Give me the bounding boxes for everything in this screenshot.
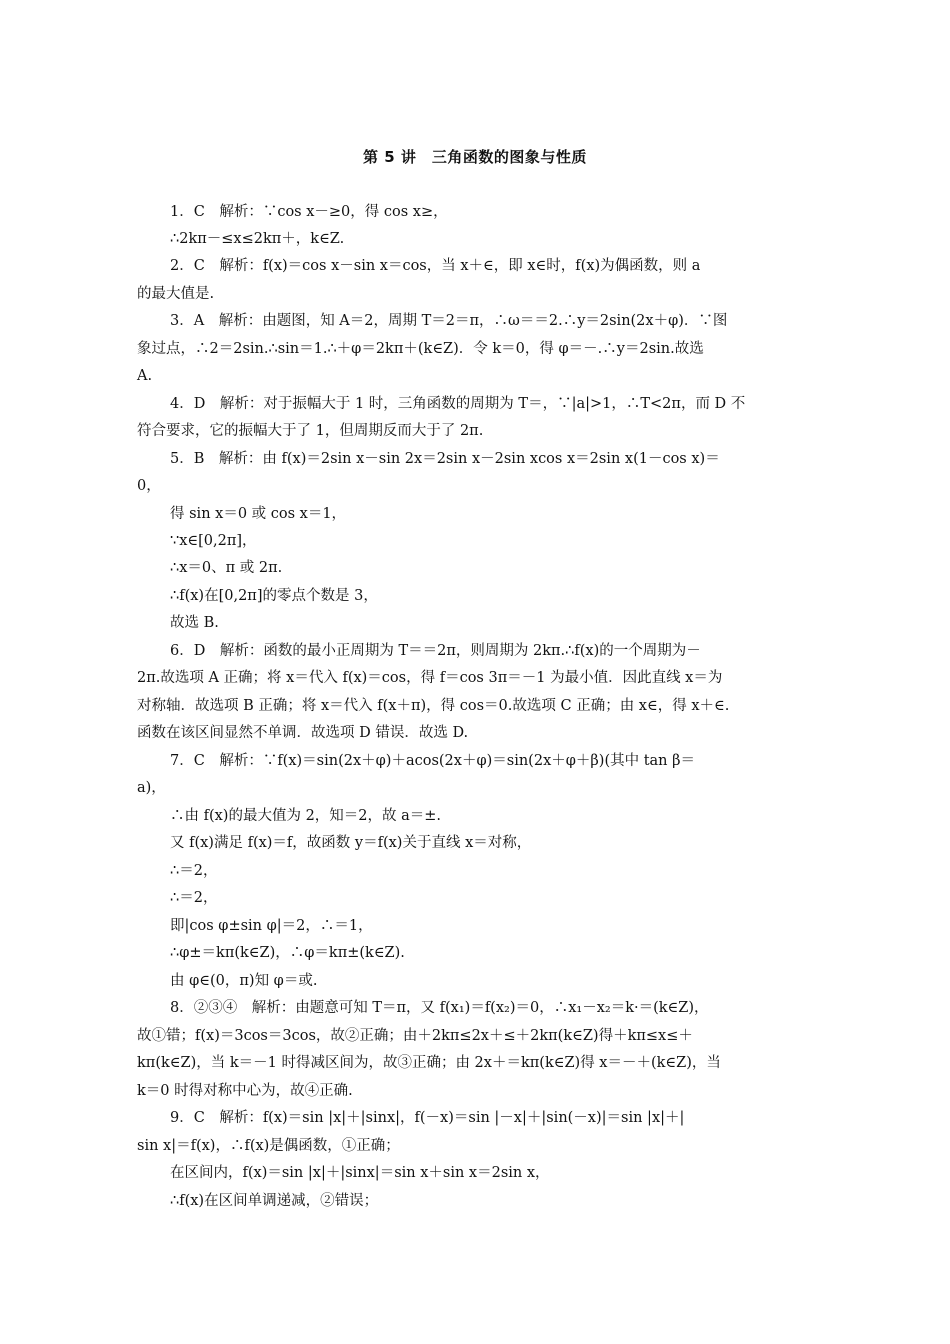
page-title: 第 5 讲 三角函数的图象与性质	[363, 148, 587, 166]
text-line: ∴2kπ－≤x≤2kπ＋，k∈Z.	[170, 231, 345, 247]
text-line: 又 f(x)满足 f(x)＝f，故函数 y＝f(x)关于直线 x＝对称，	[170, 835, 532, 851]
text-line: ∴f(x)在区间单调递减，②错误；	[170, 1193, 379, 1209]
text-line: a)，	[137, 780, 166, 796]
text-line: 象过点，∴2＝2sin.∴sin＝1.∴＋φ＝2kπ＋(k∈Z)．令 k＝0，得 φ＝－.∴y＝2sin.故选	[137, 341, 704, 357]
text-line: 3．A 解析：由题图，知 A＝2，周期 T＝2＝π，∴ω＝＝2.∴y＝2sin(2x＋φ)．∵图	[170, 313, 728, 329]
text-line: 2π.故选项 A 正确；将 x＝代入 f(x)＝cos，得 f＝cos 3π＝－1 为最小值．因此直线 x＝为	[137, 670, 723, 686]
text-line: 9．C 解析：f(x)＝sin |x|＋|sinx|，f(－x)＝sin |－x|＋|sin(－x)|＝sin |x|＋|	[170, 1110, 685, 1126]
text-line: 6．D 解析：函数的最小正周期为 T＝＝2π，则周期为 2kπ.∴f(x)的一个周期为－	[170, 643, 701, 659]
text-line: ∴φ±＝kπ(k∈Z)，∴φ＝kπ±(k∈Z).	[170, 945, 405, 961]
text-line: 符合要求，它的振幅大于了 1，但周期反而大于了 2π.	[137, 423, 484, 439]
text-line: 故①错；f(x)＝3cos＝3cos，故②正确；由＋2kπ≤2x＋≤＋2kπ(k∈Z)得＋kπ≤x≤＋	[137, 1028, 693, 1044]
text-line: ∴＝2，	[170, 863, 218, 879]
text-line: 在区间内，f(x)＝sin |x|＋|sinx|＝sin x＋sin x＝2sin x，	[170, 1165, 550, 1181]
text-line: 故选 B.	[170, 615, 219, 631]
text-line: ∴＝2，	[170, 890, 218, 906]
text-line: 7．C 解析：∵f(x)＝sin(2x＋φ)＋acos(2x＋φ)＝sin(2x＋φ＋β)(其中 tan β＝	[170, 753, 696, 769]
text-line: 8．②③④ 解析：由题意可知 T＝π，又 f(x₁)＝f(x₂)＝0，∴x₁－x₂＝k·＝(k∈Z)，	[170, 1000, 709, 1016]
text-line: 对称轴．故选项 B 正确；将 x＝代入 f(x＋π)，得 cos＝0.故选项 C 正确；由 x∈，得 x＋∈.	[137, 698, 730, 714]
text-line: 得 sin x＝0 或 cos x＝1，	[170, 506, 347, 522]
text-line: 由 φ∈(0，π)知 φ＝或.	[170, 973, 318, 989]
text-line: 0，	[137, 478, 161, 494]
text-line: 2．C 解析：f(x)＝cos x－sin x＝cos，当 x＋∈，即 x∈时，f(x)为偶函数，则 a	[170, 258, 701, 274]
text-line: 1．C 解析：∵cos x－≥0，得 cos x≥，	[170, 204, 448, 220]
text-line: k＝0 时得对称中心为，故④正确.	[137, 1083, 353, 1099]
text-line: 的最大值是.	[137, 286, 215, 302]
text-line: kπ(k∈Z)，当 k＝－1 时得减区间为，故③正确；由 2x＋＝kπ(k∈Z)得 x＝－＋(k∈Z)，当	[137, 1055, 721, 1071]
text-line: 即|cos φ±sin φ|＝2，∴＝1，	[170, 918, 373, 934]
text-line: 5．B 解析：由 f(x)＝2sin x－sin 2x＝2sin x－2sin xcos x＝2sin x(1－cos x)＝	[170, 451, 720, 467]
text-line: ∴f(x)在[0,2π]的零点个数是 3，	[170, 588, 378, 604]
text-line: ∴由 f(x)的最大值为 2，知＝2，故 a＝±.	[170, 808, 442, 824]
text-line: ∴x＝0、π 或 2π.	[170, 560, 283, 576]
text-line: 4．D 解析：对于振幅大于 1 时，三角函数的周期为 T＝，∵|a|>1，∴T<2π，而 D 不	[170, 396, 746, 412]
text-line: 函数在该区间显然不单调．故选项 D 错误．故选 D.	[137, 725, 469, 741]
text-line: ∵x∈[0,2π]，	[170, 533, 257, 549]
text-line: sin x|＝f(x)，∴f(x)是偶函数，①正确；	[137, 1138, 400, 1154]
text-line: A.	[137, 368, 153, 384]
